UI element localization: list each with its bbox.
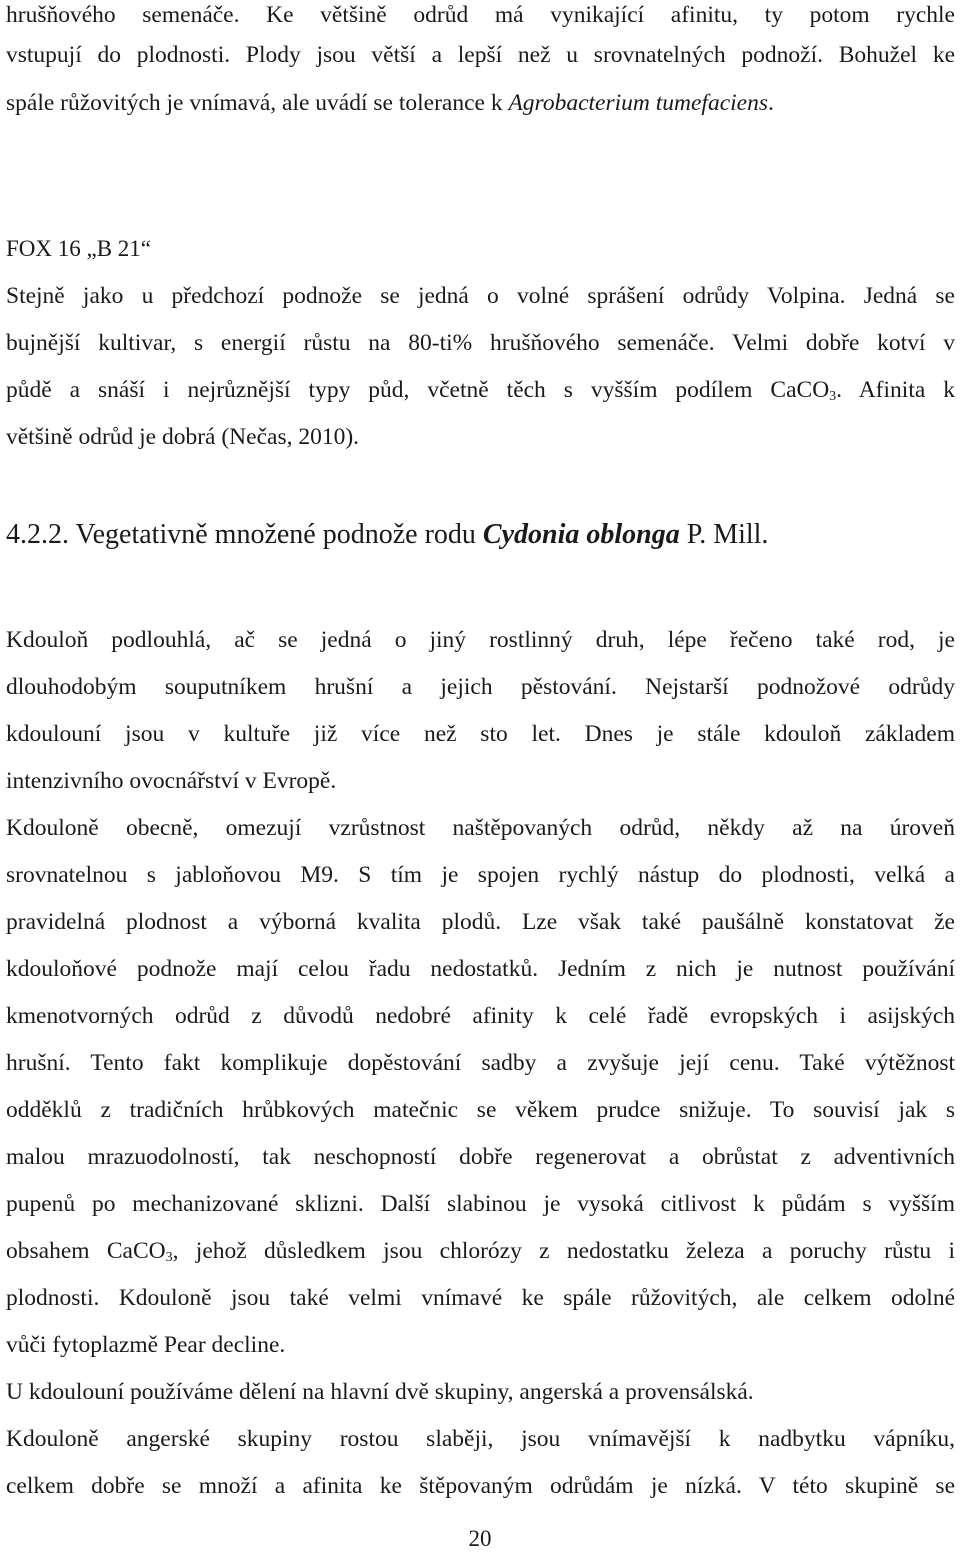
text-line: vstupují do plodnosti. Plody jsou větší a lepší než u srovnatelných podnoží. Bohužel ke: [6, 42, 955, 68]
text-line: hrušní. Tento fakt komplikuje dopěstování sadby a zvyšuje její cenu. Také výtěžnost: [6, 1050, 955, 1076]
text-line: většině odrůd je dobrá (Nečas, 2010).: [6, 424, 360, 450]
text-line: kdoulouní jsou v kultuře již více než sto let. Dnes je stále kdouloň základem: [6, 721, 955, 747]
taxon-name: Cydonia oblonga: [482, 519, 680, 550]
text-line: Kdouloň podlouhlá, ač se jedná o jiný rostlinný druh, lépe řečeno také rod, je: [6, 627, 955, 653]
text-line: půdě a snáší i nejrůznější typy půd, včetně těch s vyšším podílem CaCO$_3$. Afinita k: [6, 377, 955, 404]
text-line: Kdouloně angerské skupiny rostou slaběji, jsou vnímavější k nadbytku vápníku,: [6, 1426, 955, 1452]
text-line: odděklů z tradičních hrůbkových matečnic se věkem prudce snižuje. To souvisí jak s: [6, 1097, 955, 1123]
species-name: Agrobacterium tumefaciens: [508, 90, 768, 116]
text-line: bujnější kultivar, s energií růstu na 80-ti% hrušňového semenáče. Velmi dobře kotví v: [6, 330, 955, 356]
text-line: dlouhodobým souputníkem hrušní a jejich pěstování. Nejstarší podnožové odrůdy: [6, 674, 955, 700]
text-line: pupenů po mechanizované sklizni. Další slabinou je vysoká citlivost k půdám s vyšším: [6, 1191, 955, 1217]
text-line: malou mrazuodolností, tak neschopností dobře regenerovat a obrůstat z adventivních: [6, 1144, 955, 1170]
text-line: U kdoulouní používáme dělení na hlavní dvě skupiny, angerská a provensálská.: [6, 1379, 754, 1405]
page-number: 20: [468, 1526, 492, 1551]
text-line: pravidelná plodnost a výborná kvalita plodů. Lze však také paušálně konstatovat že: [6, 909, 955, 935]
text-line: celkem dobře se množí a afinita ke štěpovaným odrůdám je nízká. V této skupině se: [6, 1473, 955, 1499]
text-line: kdouloňové podnože mají celou řadu nedostatků. Jedním z nich je nutnost používání: [6, 956, 955, 982]
text-line: srovnatelnou s jabloňovou M9. S tím je spojen rychlý nástup do plodnosti, velká a: [6, 862, 955, 888]
text-line: hrušňového semenáče. Ke většině odrůd má vynikající afinitu, ty potom rychle: [6, 2, 955, 28]
text-line: intenzivního ovocnářství v Evropě.: [6, 768, 337, 794]
text-line: obsahem CaCO$_3$, jehož důsledkem jsou chlorózy z nedostatku železa a poruchy růstu i: [6, 1238, 955, 1265]
text-line: Kdouloně obecně, omezují vzrůstnost naštěpovaných odrůd, někdy až na úroveň: [6, 815, 955, 841]
text-line: kmenotvorných odrůd z důvodů nedobré afinity k celé řadě evropských i asijských: [6, 1003, 955, 1029]
text-line: Stejně jako u předchozí podnože se jedná o volné sprášení odrůdy Volpina. Jedná se: [6, 283, 955, 309]
text-line: vůči fytoplazmě Pear decline.: [6, 1332, 286, 1358]
rootstock-heading: FOX 16 „B 21“: [6, 236, 152, 261]
text-line: plodnosti. Kdouloně jsou také velmi vnímavé ke spále růžovitých, ale celkem odolné: [6, 1285, 955, 1311]
section-heading: 4.2.2. Vegetativně množené podnože rodu Cydonia oblonga P. Mill.: [6, 519, 769, 550]
text-line: spále růžovitých je vnímavá, ale uvádí se tolerance k Agrobacterium tumefaciens.: [6, 90, 774, 116]
